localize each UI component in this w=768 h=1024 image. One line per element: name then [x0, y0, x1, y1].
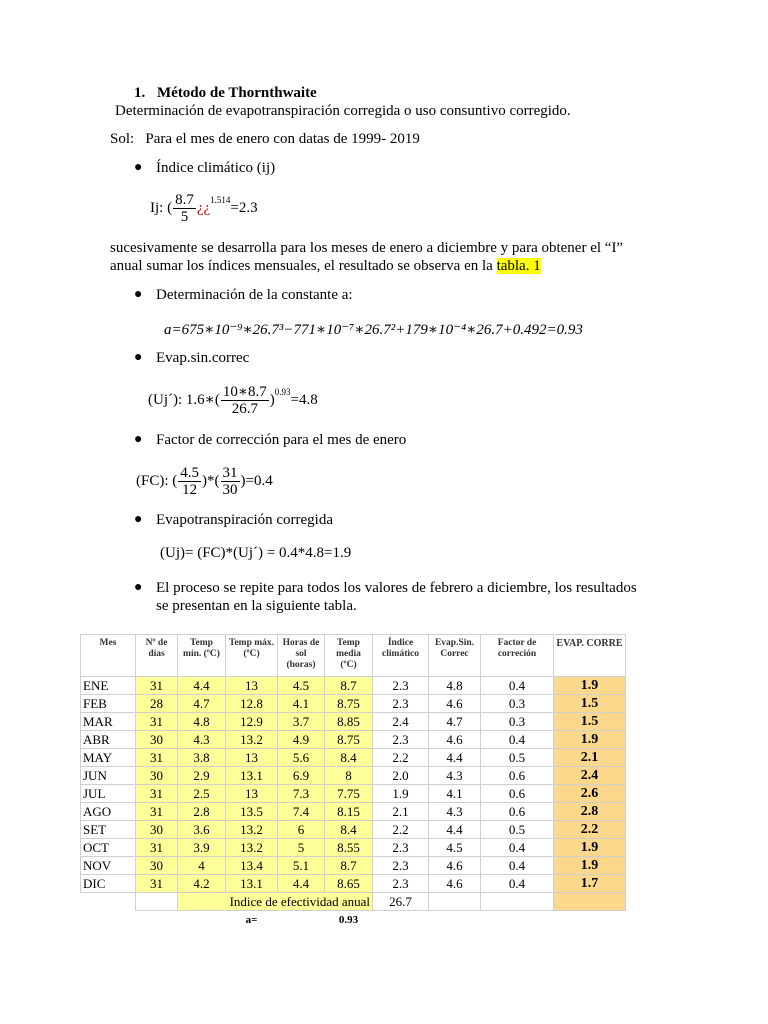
- table-cell: 7.75: [325, 785, 373, 803]
- formula-uj-prime: (Uj´): 1.6∗( $\frac{10∗8.7}{26.7}$ )$^{0.93}$=4.8: [148, 384, 318, 417]
- table-cell: 8.4: [325, 821, 373, 839]
- table-cell: 2.8: [178, 803, 226, 821]
- table-cell: 2.3: [373, 695, 429, 713]
- table-cell: 13.1: [226, 767, 278, 785]
- table-cell: 7.4: [278, 803, 325, 821]
- table-cell: 31: [136, 839, 178, 857]
- bullet-icon: ●: [134, 580, 143, 595]
- table-cell: 8.15: [325, 803, 373, 821]
- table-header-cell: Temp máx. (ºC): [226, 635, 278, 677]
- table-cell: 13.4: [226, 857, 278, 875]
- a-value: 0.93: [338, 913, 359, 926]
- table-cell: MAR: [81, 713, 136, 731]
- bullet-factor-correccion: Factor de corrección para el mes de enero: [156, 432, 407, 448]
- table-cell: 13.2: [226, 839, 278, 857]
- table-cell: 2.0: [373, 767, 429, 785]
- table-cell: 31: [136, 785, 178, 803]
- table-cell: 6.9: [278, 767, 325, 785]
- table-cell: 31: [136, 713, 178, 731]
- formula-fc-label: (FC): (: [136, 472, 178, 489]
- bullet-indice-climatico: Índice climático (ij): [156, 160, 276, 176]
- table-cell: MAY: [81, 749, 136, 767]
- table-cell: 8: [325, 767, 373, 785]
- table-cell: 8.75: [325, 695, 373, 713]
- table-row: [81, 821, 626, 839]
- table-cell: 1.9: [373, 785, 429, 803]
- formula-ujp-den: 26.7: [231, 401, 258, 417]
- bullet-constante-a: Determinación de la constante a:: [156, 287, 353, 303]
- table-total-row: [81, 893, 626, 911]
- table-cell: ENE: [81, 677, 136, 695]
- a-label: a=: [245, 913, 258, 926]
- table-cell: 1.5: [554, 695, 626, 713]
- formula-ij-glyph: ¿¿: [196, 199, 211, 216]
- formula-ij-label: Ij: (: [150, 199, 173, 216]
- table-cell: 2.5: [178, 785, 226, 803]
- table-cell: 4.6: [429, 695, 481, 713]
- bullet-icon: ●: [134, 432, 143, 447]
- formula-uj: (Uj)= (FC)*(Uj´) = 0.4*4.8=1.9: [160, 545, 352, 561]
- table-cell: 8.85: [325, 713, 373, 731]
- table-cell: DIC: [81, 875, 136, 893]
- table-cell: 4.5: [278, 677, 325, 695]
- table-cell: 4.7: [429, 713, 481, 731]
- table-row: [81, 785, 626, 803]
- table-cell: 4.4: [278, 875, 325, 893]
- table-cell: 0.6: [481, 785, 554, 803]
- table-cell: 0.4: [481, 875, 554, 893]
- table-cell: JUL: [81, 785, 136, 803]
- table-cell: 4.4: [429, 821, 481, 839]
- formula-a: a=675∗10⁻⁹∗26.7³−771∗10⁻⁷∗26.7²+179∗10⁻⁴∗26.7+0.492=0.93: [164, 322, 583, 338]
- section-title: Método de Thornthwaite: [157, 85, 317, 101]
- table-cell: 4.6: [429, 875, 481, 893]
- table-cell: 1.7: [554, 875, 626, 893]
- table-header-cell: EVAP. CORRE: [554, 635, 626, 677]
- formula-ij-exp: 1.514: [210, 194, 231, 205]
- paragraph-line1: sucesivamente se desarrolla para los meses de enero a diciembre y para obtener el “I”: [110, 240, 624, 256]
- table-cell: 0.4: [481, 677, 554, 695]
- table-cell: 13.5: [226, 803, 278, 821]
- table-cell: 8.65: [325, 875, 373, 893]
- section-number: 1.: [134, 85, 146, 101]
- table-cell: 4.6: [429, 857, 481, 875]
- table-row: [81, 767, 626, 785]
- table-cell: 2.3: [373, 857, 429, 875]
- table-cell: 2.8: [554, 803, 626, 821]
- table-cell: 3.6: [178, 821, 226, 839]
- table-cell: 0.3: [481, 695, 554, 713]
- table-cell: 4.5: [429, 839, 481, 857]
- bullet-icon: ●: [134, 287, 143, 302]
- table-cell: 8.7: [325, 677, 373, 695]
- formula-ujp-result: =4.8: [290, 391, 318, 408]
- formula-fc-den2: 30: [222, 482, 238, 498]
- formula-ij-num: 8.7: [175, 192, 194, 208]
- table-cell: 2.2: [373, 749, 429, 767]
- table-cell: 2.1: [554, 749, 626, 767]
- table-cell: ABR: [81, 731, 136, 749]
- subtitle: Determinación de evapotranspiración corregida o uso consuntivo corregido.: [115, 103, 571, 119]
- table-cell: 0.5: [481, 749, 554, 767]
- table-cell: 1.9: [554, 677, 626, 695]
- bullet-proceso-line2: se presentan en la siguiente tabla.: [156, 598, 357, 614]
- table-header-cell: Nº de días: [136, 635, 178, 677]
- formula-fc-mid: )*(: [202, 472, 220, 489]
- table-cell: 12.8: [226, 695, 278, 713]
- table-cell: 2.4: [373, 713, 429, 731]
- table-cell: 0.4: [481, 839, 554, 857]
- table-cell: 3.7: [278, 713, 325, 731]
- bullet-icon: ●: [134, 350, 143, 365]
- bullet-proceso-line1: El proceso se repite para todos los valores de febrero a diciembre, los resultados: [156, 580, 637, 596]
- table-cell: 13: [226, 785, 278, 803]
- table-cell: 2.1: [373, 803, 429, 821]
- table-cell: 8.4: [325, 749, 373, 767]
- table-cell: AGO: [81, 803, 136, 821]
- table-cell: 2.4: [554, 767, 626, 785]
- total-label: Indice de efectividad anual: [178, 893, 373, 911]
- table-cell: 4.2: [178, 875, 226, 893]
- total-value: 26.7: [373, 893, 429, 911]
- table-cell: 4.7: [178, 695, 226, 713]
- table-cell: 4.6: [429, 731, 481, 749]
- table-cell: 30: [136, 731, 178, 749]
- table-header-row: [81, 635, 626, 677]
- table-cell: 4.4: [178, 677, 226, 695]
- table-cell: 0.5: [481, 821, 554, 839]
- table-cell: 1.9: [554, 839, 626, 857]
- table-cell: 28: [136, 695, 178, 713]
- table-cell: 4.8: [178, 713, 226, 731]
- table-cell: 4.9: [278, 731, 325, 749]
- table-a-row: [81, 911, 626, 929]
- table-cell: 13: [226, 749, 278, 767]
- table-cell: 2.3: [373, 677, 429, 695]
- table-cell: 13.1: [226, 875, 278, 893]
- table-cell: 31: [136, 677, 178, 695]
- table-cell: 0.4: [481, 731, 554, 749]
- table-cell: 4.1: [278, 695, 325, 713]
- table-cell: 1.9: [554, 857, 626, 875]
- table-cell: 4.3: [178, 731, 226, 749]
- table-cell: 4.4: [429, 749, 481, 767]
- table-cell: 5.6: [278, 749, 325, 767]
- table-cell: 2.9: [178, 767, 226, 785]
- table-cell: JUN: [81, 767, 136, 785]
- table-cell: 7.3: [278, 785, 325, 803]
- table-cell: 30: [136, 767, 178, 785]
- table-cell: 4.1: [429, 785, 481, 803]
- bullet-icon: ●: [134, 512, 143, 527]
- table-cell: SET: [81, 821, 136, 839]
- formula-ij-result: =2.3: [230, 199, 258, 216]
- table-cell: 3.8: [178, 749, 226, 767]
- table-reference-highlight: tabla. 1: [496, 258, 541, 274]
- formula-fc-den1: 12: [182, 482, 198, 498]
- paragraph-line2: [110, 258, 541, 275]
- table-cell: 4.3: [429, 767, 481, 785]
- table-cell: 8.7: [325, 857, 373, 875]
- table-cell: 8.75: [325, 731, 373, 749]
- table-cell: 5: [278, 839, 325, 857]
- table-row: [81, 731, 626, 749]
- table-cell: 0.4: [481, 857, 554, 875]
- formula-fc-result: )=0.4: [240, 472, 273, 489]
- table-cell: 6: [278, 821, 325, 839]
- table-cell: 13: [226, 677, 278, 695]
- table-cell: 5.1: [278, 857, 325, 875]
- formula-fc-num2: 31: [222, 465, 238, 481]
- table-cell: 4.3: [429, 803, 481, 821]
- formula-fc-num1: 4.5: [180, 465, 199, 481]
- formula-ujp-num: 10∗8.7: [222, 384, 267, 400]
- table-row: [81, 803, 626, 821]
- table-header-cell: Factor de correción: [481, 635, 554, 677]
- formula-ij: [150, 192, 258, 225]
- table-cell: 0.6: [481, 767, 554, 785]
- sol-line: Sol: Para el mes de enero con datas de 1999- 2019: [110, 131, 420, 147]
- table-header-cell: Evap.Sin. Correc: [429, 635, 481, 677]
- table-cell: 1.5: [554, 713, 626, 731]
- table-row: [81, 839, 626, 857]
- table-cell: 2.6: [554, 785, 626, 803]
- table-row: [81, 857, 626, 875]
- table-row: [81, 677, 626, 695]
- table-cell: 13.2: [226, 731, 278, 749]
- table-cell: 30: [136, 821, 178, 839]
- table-cell: FEB: [81, 695, 136, 713]
- table-header-cell: Índice climático: [373, 635, 429, 677]
- table-cell: 4.8: [429, 677, 481, 695]
- table-cell: 2.3: [373, 875, 429, 893]
- table-cell: NOV: [81, 857, 136, 875]
- bullet-evap-sin-correc: Evap.sin.correc: [156, 350, 250, 366]
- table-cell: 31: [136, 749, 178, 767]
- table-cell: 4: [178, 857, 226, 875]
- table-cell: 31: [136, 803, 178, 821]
- table-cell: 2.2: [554, 821, 626, 839]
- table-cell: 1.9: [554, 731, 626, 749]
- formula-ujp-label: (Uj´): 1.6∗(: [148, 391, 220, 408]
- table-header-cell: Horas de sol (horas): [278, 635, 325, 677]
- paragraph-line2-text: anual sumar los índices mensuales, el resultado se observa en la: [110, 258, 497, 274]
- table-row: [81, 749, 626, 767]
- table-cell: 0.3: [481, 713, 554, 731]
- bullet-evap-corregida: Evapotranspiración corregida: [156, 512, 334, 528]
- table-cell: 2.2: [373, 821, 429, 839]
- formula-ij-den: 5: [180, 209, 189, 225]
- formula-ujp-exp: 0.93: [274, 386, 291, 397]
- table-cell: 8.55: [325, 839, 373, 857]
- bullet-icon: ●: [134, 160, 143, 175]
- table-header-cell: Temp mín. (ºC): [178, 635, 226, 677]
- table-cell: 31: [136, 875, 178, 893]
- table-row: [81, 875, 626, 893]
- table-cell: OCT: [81, 839, 136, 857]
- table-row: [81, 695, 626, 713]
- table-cell: 13.2: [226, 821, 278, 839]
- table-header-cell: Temp media (ºC): [325, 635, 373, 677]
- table-cell: 30: [136, 857, 178, 875]
- formula-fc: [136, 465, 273, 498]
- table-cell: 0.6: [481, 803, 554, 821]
- table-cell: 12.9: [226, 713, 278, 731]
- table-cell: 2.3: [373, 731, 429, 749]
- table-cell: 3.9: [178, 839, 226, 857]
- results-table: [80, 634, 626, 928]
- table-row: [81, 713, 626, 731]
- section-heading: [134, 85, 317, 102]
- table-cell: 2.3: [373, 839, 429, 857]
- table-header-cell: Mes: [81, 635, 136, 677]
